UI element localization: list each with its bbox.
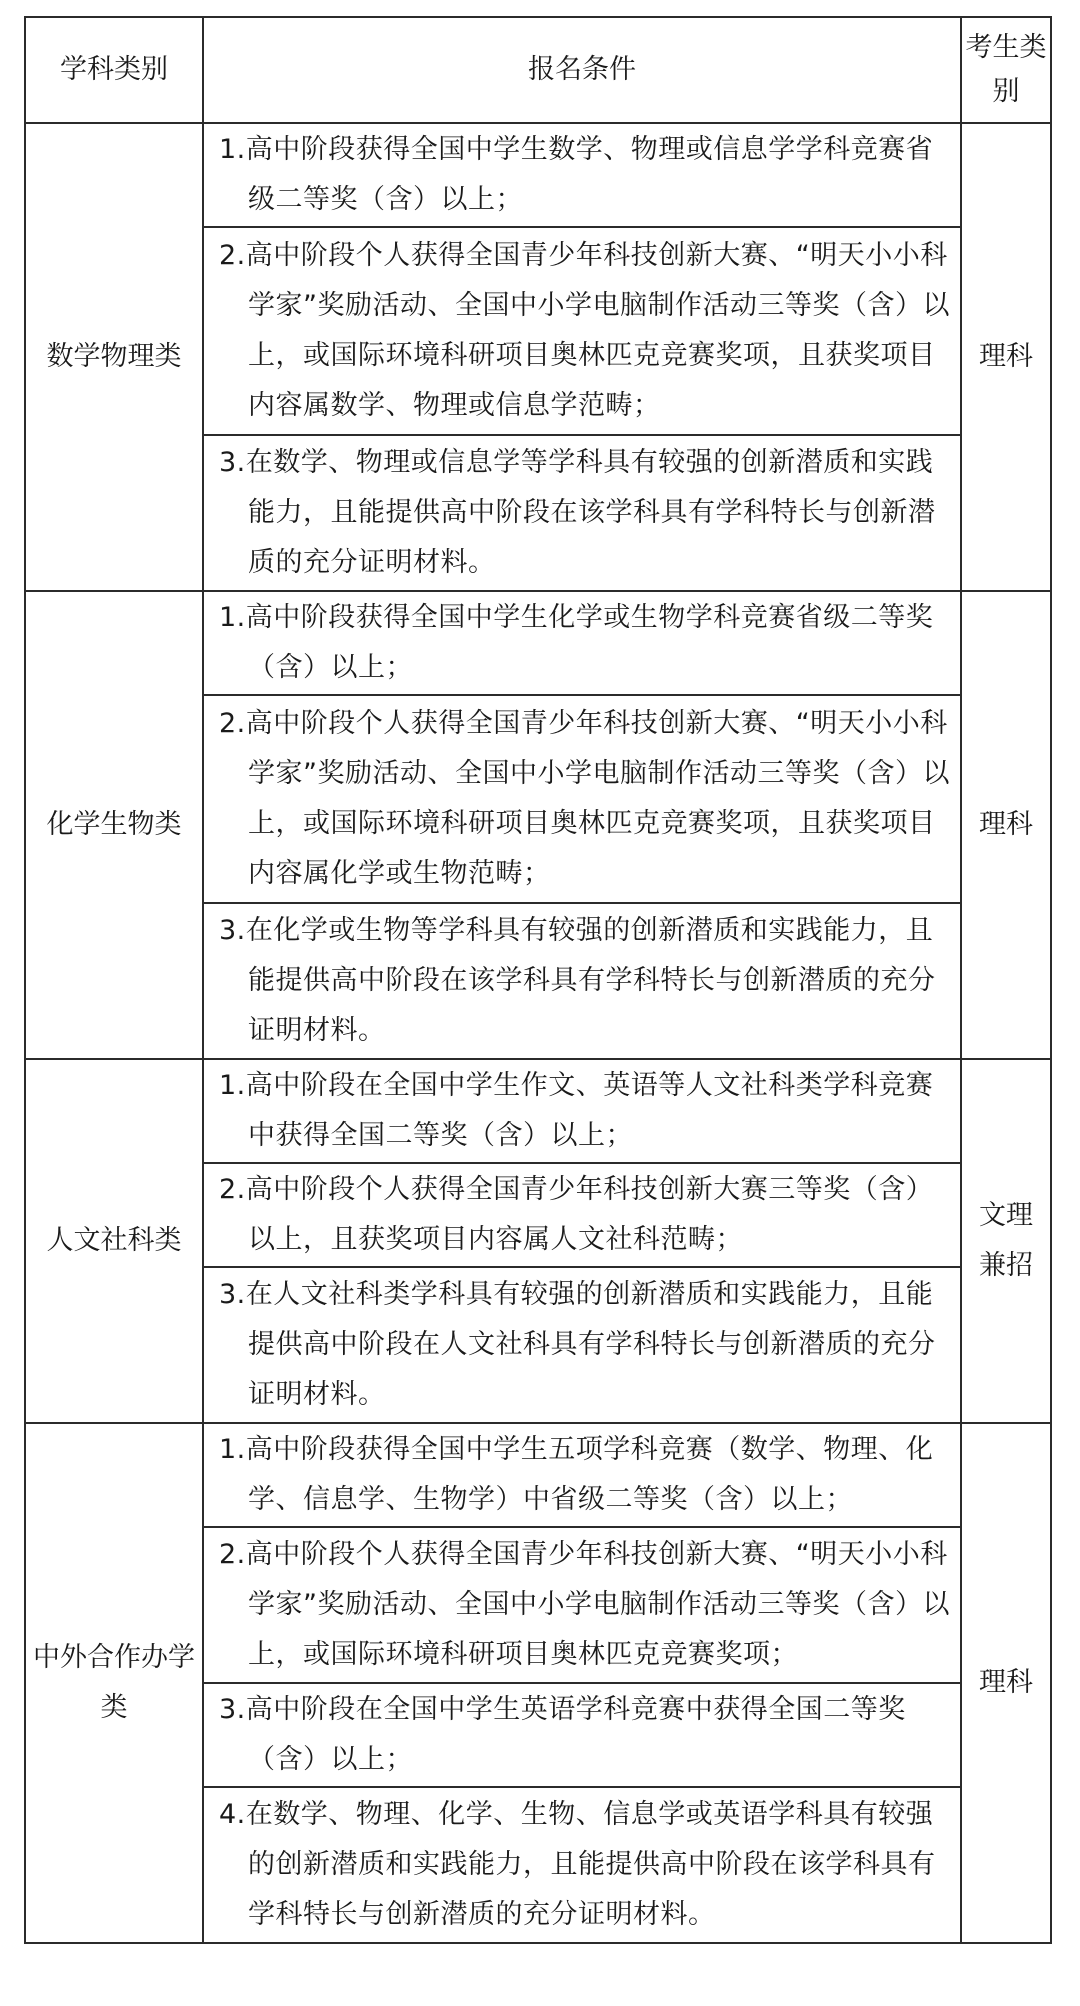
condition-text: 3.高中阶段在全国中学生英语学科竞赛中获得全国二等奖（含）以上； (219, 1694, 906, 1775)
requirements-table (24, 16, 1052, 1944)
condition-text: 1.高中阶段获得全国中学生五项学科竞赛（数学、物理、化学、信息学、生物学）中省级二等奖（含）以上； (219, 1434, 934, 1515)
condition-cell (203, 903, 961, 1059)
table-row (25, 123, 1051, 227)
condition-cell (203, 1267, 961, 1423)
condition-text: 2.高中阶段个人获得全国青少年科技创新大赛三等奖（含）以上，且获奖项目内容属人文社科范畴； (219, 1174, 934, 1255)
condition-cell (203, 591, 961, 695)
student-type-cell: 理科 (961, 123, 1051, 591)
condition-text: 1.高中阶段获得全国中学生数学、物理或信息学学科竞赛省级二等奖（含）以上； (219, 134, 934, 215)
student-type-cell: 理科 (961, 1423, 1051, 1943)
condition-text: 1.高中阶段在全国中学生作文、英语等人文社科类学科竞赛中获得全国二等奖（含）以上； (219, 1070, 934, 1151)
condition-cell (203, 227, 961, 435)
header-row (25, 17, 1051, 123)
condition-text: 2.高中阶段个人获得全国青少年科技创新大赛、“明天小小科学家”奖励活动、全国中小学电脑制作活动三等奖（含）以上，或国际环境科研项目奥林匹克竞赛奖项，且获奖项目内容属数学、物理或信息学范畴； (219, 240, 950, 421)
category-cell: 人文社科类 (25, 1059, 203, 1423)
condition-text: 1.高中阶段获得全国中学生化学或生物学科竞赛省级二等奖（含）以上； (219, 602, 934, 683)
student-type-cell: 理科 (961, 591, 1051, 1059)
condition-cell (203, 1527, 961, 1683)
header-student-type: 考生类别 (961, 17, 1051, 123)
header-category: 学科类别 (25, 17, 203, 123)
condition-cell (203, 1423, 961, 1527)
category-cell: 化学生物类 (25, 591, 203, 1059)
condition-cell (203, 1683, 961, 1787)
table-row (25, 591, 1051, 695)
condition-text: 3.在人文社科类学科具有较强的创新潜质和实践能力，且能提供高中阶段在人文社科具有学科特长与创新潜质的充分证明材料。 (219, 1279, 936, 1410)
condition-text: 2.高中阶段个人获得全国青少年科技创新大赛、“明天小小科学家”奖励活动、全国中小学电脑制作活动三等奖（含）以上，或国际环境科研项目奥林匹克竞赛奖项，且获奖项目内容属化学或生物范畴； (219, 708, 950, 889)
condition-text: 3.在数学、物理或信息学等学科具有较强的创新潜质和实践能力，且能提供高中阶段在该学科具有学科特长与创新潜质的充分证明材料。 (219, 447, 936, 578)
condition-cell (203, 435, 961, 591)
category-cell: 中外合作办学类 (25, 1423, 203, 1943)
condition-cell (203, 123, 961, 227)
header-conditions: 报名条件 (203, 17, 961, 123)
condition-cell (203, 1059, 961, 1163)
student-type-cell: 文理 兼招 (961, 1059, 1051, 1423)
condition-text: 2.高中阶段个人获得全国青少年科技创新大赛、“明天小小科学家”奖励活动、全国中小学电脑制作活动三等奖（含）以上，或国际环境科研项目奥林匹克竞赛奖项； (219, 1539, 950, 1670)
table-row (25, 1423, 1051, 1527)
condition-cell (203, 695, 961, 903)
condition-cell (203, 1787, 961, 1943)
condition-cell (203, 1163, 961, 1267)
table-row (25, 1059, 1051, 1163)
category-cell: 数学物理类 (25, 123, 203, 591)
condition-text: 4.在数学、物理、化学、生物、信息学或英语学科具有较强的创新潜质和实践能力，且能提供高中阶段在该学科具有学科特长与创新潜质的充分证明材料。 (219, 1799, 936, 1930)
condition-text: 3.在化学或生物等学科具有较强的创新潜质和实践能力，且能提供高中阶段在该学科具有学科特长与创新潜质的充分证明材料。 (219, 915, 936, 1046)
table-body (25, 123, 1051, 1943)
